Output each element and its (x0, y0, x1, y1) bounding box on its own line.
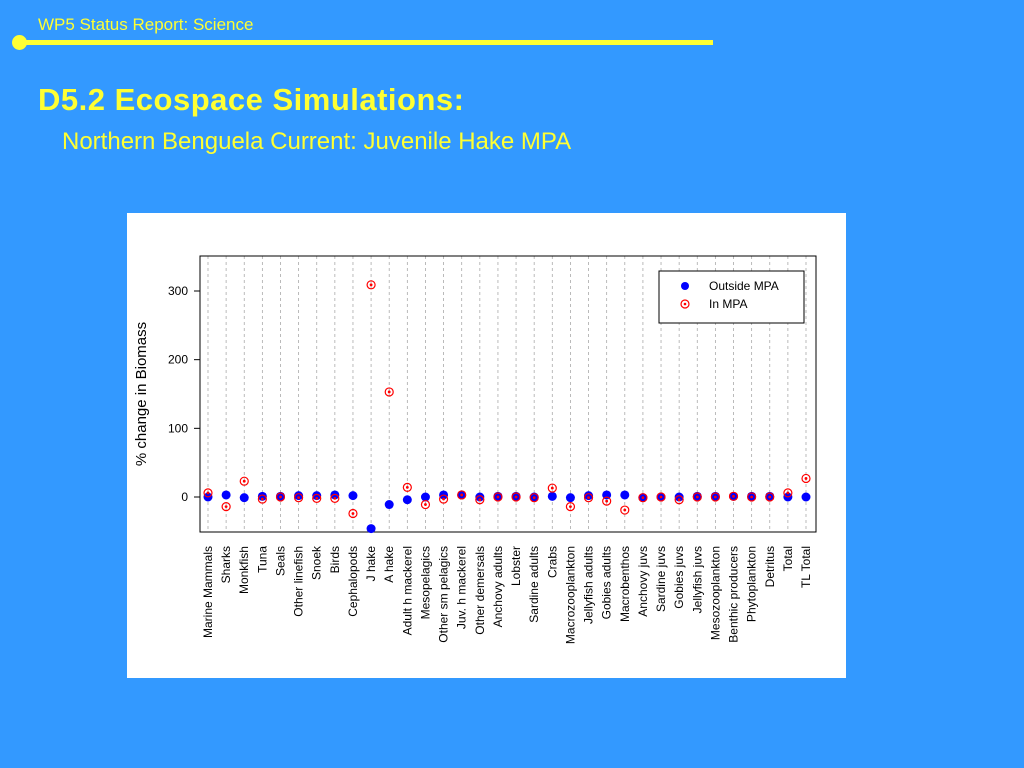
x-tick-label: Birds (327, 546, 342, 574)
slide-subtitle: Northern Benguela Current: Juvenile Hake MPA (62, 128, 572, 155)
y-tick-label: 200 (167, 352, 188, 367)
biomass-chart (127, 213, 846, 678)
point-outside-mpa (802, 493, 811, 502)
x-tick-label: Macrozooplankton (563, 546, 578, 645)
point-in-mpa-dot (805, 477, 808, 480)
x-tick-label: Monkfish (237, 546, 252, 595)
point-outside-mpa (240, 493, 249, 502)
point-in-mpa-dot (533, 496, 536, 499)
x-tick-label: Sardine juvs (654, 546, 669, 613)
point-outside-mpa (222, 490, 231, 499)
x-tick-label: Snoek (309, 546, 324, 581)
x-tick-label: Total (780, 546, 795, 572)
point-in-mpa-dot (750, 496, 753, 499)
point-in-mpa-dot (768, 496, 771, 499)
legend-outside-label: Outside MPA (709, 279, 779, 293)
point-in-mpa-dot (605, 500, 608, 503)
x-tick-label: Sharks (219, 546, 234, 584)
x-tick-label: Juv. h mackerel (454, 546, 469, 630)
point-in-mpa-dot (660, 496, 663, 499)
slide-title: D5.2 Ecospace Simulations: (38, 82, 465, 117)
point-outside-mpa (367, 524, 376, 533)
point-in-mpa-dot (406, 486, 409, 489)
x-tick-label: Anchovy adults (490, 546, 505, 628)
point-in-mpa-dot (642, 496, 645, 499)
point-in-mpa-dot (696, 496, 699, 499)
point-in-mpa-dot (678, 498, 681, 501)
y-axis (168, 284, 200, 504)
x-tick-label: Benthic producers (726, 546, 741, 643)
point-in-mpa-dot (352, 512, 355, 515)
legend-in-label: In MPA (709, 297, 748, 311)
x-tick-label: Cephalopods (345, 546, 360, 617)
x-tick-label: Mesopelagics (418, 546, 433, 620)
y-tick-label: 100 (167, 421, 188, 436)
point-outside-mpa (403, 495, 412, 504)
y-tick-label: 300 (167, 284, 188, 298)
x-tick-label: J hake (364, 546, 379, 582)
point-in-mpa-dot (243, 480, 246, 483)
x-tick-label: Seals (273, 546, 288, 577)
x-tick-label: Detritus (762, 546, 777, 588)
point-in-mpa-dot (587, 496, 590, 499)
x-axis-labels (201, 545, 813, 644)
y-tick-label: 0 (181, 490, 188, 504)
chart-panel (127, 213, 846, 678)
point-in-mpa-dot (424, 503, 427, 506)
x-tick-label: Other sm pelagics (436, 546, 451, 643)
point-in-mpa-dot (478, 498, 481, 501)
x-tick-label: Crabs (545, 546, 560, 579)
point-in-mpa-dot (333, 497, 336, 500)
chart-legend (659, 271, 804, 323)
point-in-mpa-dot (460, 494, 463, 497)
x-tick-label: Gobies juvs (672, 546, 687, 609)
header-text: WP5 Status Report: Science (38, 15, 254, 34)
x-tick-label: Phytoplankton (744, 546, 759, 623)
x-tick-label: Macrobenthos (617, 546, 632, 623)
legend-outside-marker (681, 282, 689, 290)
x-tick-label: Lobster (509, 546, 524, 587)
point-in-mpa-dot (315, 497, 318, 500)
point-in-mpa-dot (551, 487, 554, 490)
x-tick-label: Adult h mackerel (400, 546, 415, 636)
x-tick-label: TL Total (799, 546, 813, 589)
x-tick-label: Tuna (255, 546, 270, 573)
x-tick-label: Mesozooplankton (708, 546, 723, 641)
x-tick-label: A hake (382, 546, 397, 583)
point-in-mpa-dot (370, 283, 373, 286)
point-in-mpa-dot (442, 498, 445, 501)
point-in-mpa-dot (497, 496, 500, 499)
x-tick-label: Jellyfish adults (581, 546, 596, 625)
point-outside-mpa (566, 493, 575, 502)
point-in-mpa-dot (225, 505, 228, 508)
x-tick-label: Other linefish (291, 546, 306, 617)
point-in-mpa-dot (297, 496, 300, 499)
legend-in-marker-dot (684, 303, 687, 306)
x-tick-label: Gobies adults (599, 546, 614, 620)
point-in-mpa-dot (279, 496, 282, 499)
point-in-mpa-dot (515, 496, 518, 499)
point-in-mpa-dot (569, 505, 572, 508)
point-outside-mpa (548, 492, 557, 501)
point-in-mpa-dot (261, 498, 264, 501)
point-in-mpa-dot (207, 491, 210, 494)
point-outside-mpa (385, 500, 394, 509)
point-in-mpa-dot (388, 391, 391, 394)
point-in-mpa-dot (786, 491, 789, 494)
x-tick-label: Jellyfish juvs (690, 546, 705, 614)
point-outside-mpa (348, 491, 357, 500)
point-in-mpa-dot (623, 509, 626, 512)
point-in-mpa-dot (732, 495, 735, 498)
x-tick-label: Anchovy juvs (635, 546, 650, 617)
point-outside-mpa (620, 490, 629, 499)
x-tick-label: Sardine adults (527, 546, 542, 623)
point-in-mpa-dot (714, 496, 717, 499)
y-axis-label: % change in Biomass (133, 321, 150, 467)
header-rule (20, 40, 713, 45)
x-tick-label: Other demersals (472, 546, 487, 635)
x-tick-label: Marine Mammals (201, 546, 215, 639)
